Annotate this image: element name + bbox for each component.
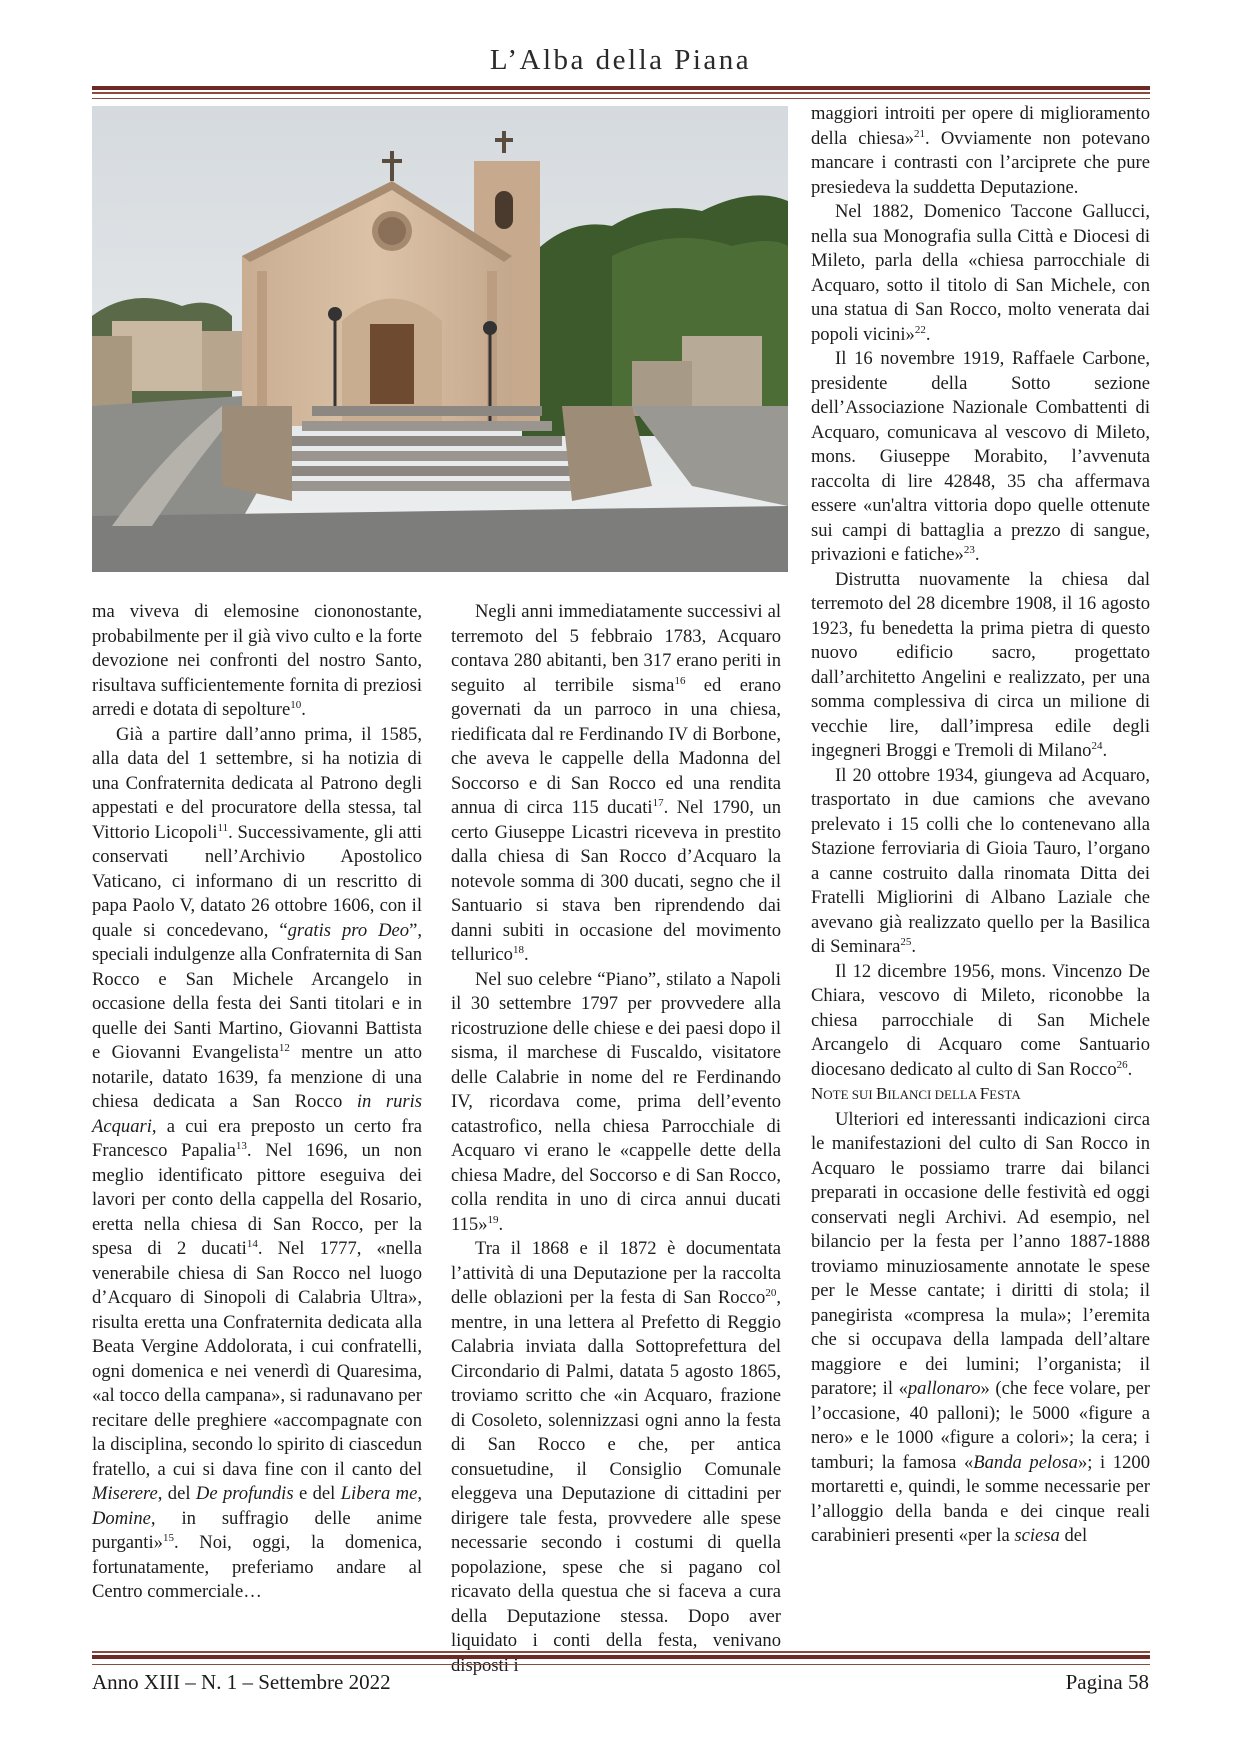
text: Negli anni immediatamente successivi al terremoto del 5 febbraio 1783, Acquaro contava 280 abitanti, ben 317 erano periti in seguito al terribile sisma — [451, 601, 781, 696]
footnote-ref: 26 — [1116, 1058, 1128, 1071]
text: . — [301, 699, 306, 720]
italic-text: sciesa — [1014, 1525, 1060, 1546]
text: , in suffragio delle anime purganti» — [92, 1507, 422, 1553]
footnote-ref: 14 — [246, 1237, 258, 1250]
text: . — [974, 544, 980, 565]
footnote-ref: 13 — [235, 1139, 247, 1152]
text: . — [1102, 740, 1108, 761]
text: » (che fece volare, per l’occasione, 40 palloni); le 5000 «figure a nero» e le 1000 «figure a colori»; la cera; i tamburi; la famosa « — [811, 1378, 1150, 1473]
heading-smallcaps: OTE SUI — [823, 1087, 876, 1102]
footnote-ref: 23 — [963, 543, 975, 556]
footnote-ref: 25 — [900, 935, 912, 948]
text: . — [911, 936, 916, 957]
text: Il 20 ottobre 1934, giungeva ad Acquaro, trasportato in due camions che avevano prelevato i 15 colli che lo contenevano alla Stazione ferroviaria di Gioia Tauro, l’organo a canne costruito dalla rinomata Ditta dei Fratelli Migliorini di Albano Laziale che avevano già realizzato quello per la Basilica di Seminara — [811, 764, 1150, 957]
italic-text: De profundis — [195, 1483, 294, 1504]
text: , a cui era preposto un certo fra Francesco Papalia — [92, 1115, 422, 1161]
text: . — [925, 323, 931, 345]
footnote-ref: 18 — [512, 943, 524, 956]
paragraph — [451, 1237, 781, 1678]
text: . Successivamente, gli atti conservati nell’Archivio Apostolico Vaticano, ci informano di un rescritto di papa Paolo V, datato 26 ottobre 1606, con il quale si concedevano, “ — [92, 821, 422, 941]
paragraph — [811, 1108, 1150, 1549]
footnote-ref: 17 — [652, 796, 664, 809]
italic-text: in ruris Acquari — [92, 1091, 422, 1137]
paragraph — [92, 723, 422, 1605]
text: Nel 1882, Domenico Taccone Gallucci, nella sua Monografia sulla Città e Diocesi di Mileto, parla della «chiesa parrocchiale di Acquaro, sotto il titolo di San Michele, con una statua di San Rocco, molto venerata dai popoli vicini» — [811, 201, 1150, 345]
text: . — [1127, 1058, 1133, 1080]
bottom-rule-thin — [92, 1664, 1150, 1665]
text: Il 16 novembre 1919, Raffaele Carbone, presidente della Sotto sezione dell’Associazione Nazionale Combattenti di Acquaro, comunicava al vescovo di Mileto, mons. Giuseppe Morabito, l’avvenuta raccolta di lire 42848, 35 cha affermava essere «un'altra vittoria dopo quelle ottenute sui campi di battaglia a prezzo di sangue, privazioni e fatiche» — [811, 348, 1150, 565]
text: maggiori introiti per opere di miglioramento della chiesa» — [811, 103, 1150, 149]
footnote-ref: 19 — [487, 1213, 499, 1226]
text: . Nel 1777, «nella venerabile chiesa di San Rocco nel luogo d’Acquaro di Sinopoli di Calabria Ultra», risulta eretta una Confraternita dedicata alla Beata Vergine Addolorata, i cui confratelli, ogni domenica e nei venerdì di Quaresima, «al tocco della campana», si radunavano per recitare delle preghiere «accompagnate con la disciplina, secondo lo spirito di ciascedun fratello, a cui si dava fine con il canto del — [92, 1238, 422, 1480]
heading-smallcaps: ILANCI DELLA — [887, 1087, 980, 1102]
top-rule — [92, 86, 1150, 94]
text: , del — [157, 1483, 196, 1504]
text: . — [498, 1213, 504, 1235]
text: del — [1059, 1525, 1088, 1546]
text: ma viveva di elemosine ciononostante, probabilmente per il già vivo culto e la forte devozione nei confronti del nostro Santo, risultava sufficientemente fornita di preziosi arredi e dotata di sepolture — [92, 601, 422, 720]
footnote-ref: 21 — [914, 127, 926, 140]
italic-text: Banda pelosa — [973, 1451, 1078, 1473]
paragraph — [811, 764, 1150, 960]
paragraph — [811, 347, 1150, 568]
masthead-title: L’Alba della Piana — [489, 44, 752, 76]
footnote-ref: 16 — [674, 674, 686, 687]
text-column-2 — [451, 600, 781, 1678]
text: »; i 1200 mortaretti e, quindi, le somme necessarie per l’alloggio della banda e dei cinque reali carabinieri presenti «per la — [811, 1451, 1150, 1546]
text: e del — [293, 1483, 341, 1504]
heading-smallcaps: ESTA — [989, 1087, 1021, 1102]
text: , mentre, in una lettera al Prefetto di Reggio Calabria inviata dalla Sottoprefettura del Circondario di Palmi, datata 5 agosto 1865, troviamo scritto che «in Acquaro, frazione di Cosoleto, solennizzasi ogni anno la festa di San Rocco e che, per antica consuetudine, il Consiglio Comunale eleggeva una Deputazione di cittadini per dirigere tale festa, provvedere alle spese necessarie secondo i costumi di quella popolazione, spese che si pagano col ricavato della questua che si faceva a cura della Deputazione stessa. Dopo aver liquidato i conti della festa, venivano disposti i — [451, 1287, 781, 1676]
italic-text: gratis pro Deo — [287, 919, 410, 941]
text: . Ovviamente non potevano mancare i contrasti con l’arciprete che pure presiedeva la suddetta Deputazione. — [811, 127, 1150, 198]
text: Tra il 1868 e il 1872 è documentata l’attività di una Deputazione per la raccolta delle oblazioni per la festa di San Rocco — [451, 1238, 781, 1308]
footnote-ref: 12 — [278, 1041, 290, 1054]
paragraph — [811, 960, 1150, 1083]
section-heading — [811, 1082, 1150, 1108]
text: ”, speciali indulgenze alla Confraternita di San Rocco e San Michele Arcangelo in occasione della festa dei Santi titolari e in quelle dei Santi Martino, Giovanni Battista e Giovanni Evangelista — [92, 919, 422, 1063]
text: Distrutta nuovamente la chiesa dal terremoto del 28 dicembre 1908, il 16 agosto 1923, fu benedetta la prima pietra di questo nuovo edificio sacro, progettato dall’architetto Angelini e realizzato, per una somma complessiva di circa un milione di vecchie lire, dall’impresa edile degli ingegneri Broggi e Tremoli di Milano — [811, 568, 1150, 761]
text: Ulteriori ed interessanti indicazioni circa le manifestazioni del culto di San Rocco in Acquaro le possiamo trarre dai bilanci preparati in occasione delle festività ed oggi conservati negli Archivi. Ad esempio, nel bilancio per la festa per l’anno 1887-1888 troviamo minuziosamente annotate le spese per le Messe cantate; i diritti di stola; il panegirista «compresa la mula»; l’eremita che si occupava della lampada dell’altare maggiore e dei lumini; l’organista; il paratore; il « — [811, 1108, 1150, 1399]
church-photo — [92, 106, 788, 572]
italic-text: Miserere — [92, 1483, 158, 1504]
heading-cap: B — [876, 1084, 888, 1103]
paragraph — [811, 200, 1150, 347]
text: Nel suo celebre “Piano”, stilato a Napoli il 30 settembre 1797 per provvedere alla ricostruzione delle chiese e dei paesi dopo il sisma, il marchese di Fuscaldo, visitatore delle Calabrie in nome del re Ferdinando IV, ricordava come, prima dell’evento catastrofico, nella chiesa Parrocchiale di Acquaro vi erano le «cappelle dette della chiesa Madre, del Soccorso e di San Rocco, colla rendita in uno di circa annui ducati 115» — [451, 968, 781, 1235]
paragraph — [451, 968, 781, 1238]
italic-text: pallonaro — [907, 1378, 981, 1399]
top-rule-thin — [92, 98, 1150, 99]
page-number: Pagina 58 — [1065, 1670, 1149, 1694]
footnote-ref: 22 — [914, 323, 926, 336]
text: . Nel 1696, un non meglio identificato pittore eseguiva dei lavori per conto della cappella del Rosario, eretta nella chiesa di San Rocco, per la spesa di 2 ducati — [92, 1140, 422, 1259]
text: . — [523, 944, 529, 965]
text: mentre un atto notarile, datato 1639, fa menzione di una chiesa dedicata a San Rocco — [92, 1042, 422, 1112]
footnote-ref: 24 — [1091, 739, 1103, 752]
footnote-ref: 10 — [290, 698, 302, 711]
text: . Nel 1790, un certo Giuseppe Licastri riceveva in prestito dalla chiesa di San Rocco d’Acquaro la notevole somma di 300 ducati, segno che il Santuario si stava ben riprendendo dai danni subiti in occasione del movimento tellurico — [451, 797, 782, 965]
text: Già a partire dall’anno prima, il 1585, alla data del 1 settembre, si ha notizia di una Confraternita dedicata al Patrono degli appestati e del procuratore della stessa, tal Vittorio Licopoli — [92, 723, 422, 843]
footnote-ref: 11 — [217, 821, 229, 834]
text: . Noi, oggi, la domenica, fortunatamente, preferiamo andare al Centro commerciale… — [92, 1532, 422, 1602]
paragraph — [811, 102, 1150, 200]
paragraph — [451, 600, 781, 968]
paragraph — [92, 600, 422, 723]
heading-cap: F — [979, 1084, 990, 1103]
text: Il 12 dicembre 1956, mons. Vincenzo De Chiara, vescovo di Mileto, riconobbe la chiesa parrocchiale di San Michele Arcangelo di Acquaro come Santuario diocesano dedicato al culto di San Rocco — [811, 960, 1150, 1080]
text-column-1 — [92, 600, 422, 1605]
heading-cap: N — [811, 1084, 824, 1103]
issue-info: Anno XIII – N. 1 – Settembre 2022 — [92, 1670, 391, 1694]
paragraph — [811, 568, 1150, 764]
footnote-ref: 20 — [765, 1286, 777, 1299]
footnote-ref: 15 — [162, 1531, 174, 1544]
text: ed erano governati da un parroco in una chiesa, riedificata dal re Ferdinando IV di Borbone, che aveva le cappelle della Madonna del Soccorso e di San Rocco ed una rendita annua di circa 115 ducati — [451, 674, 782, 818]
bottom-rule — [92, 1651, 1150, 1659]
text-column-3 — [811, 102, 1150, 1549]
italic-text: Libera me, Domine — [92, 1483, 422, 1529]
